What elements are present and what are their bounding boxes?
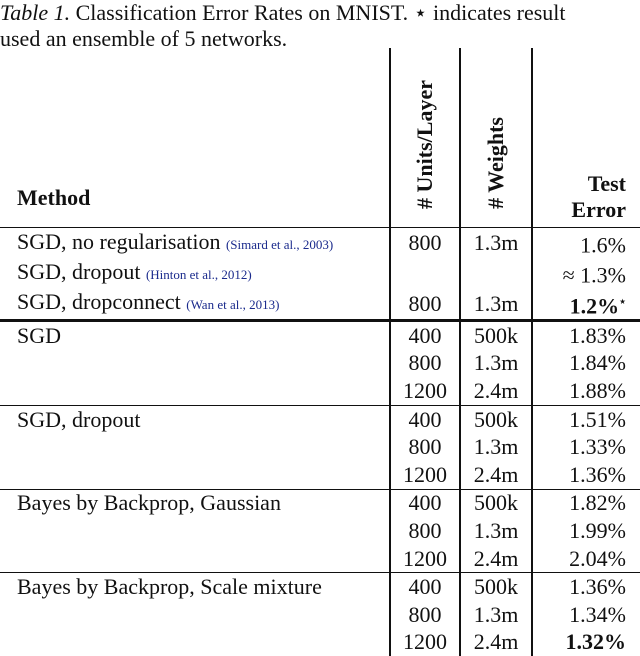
method-cell [0,433,390,461]
error-cell: 1.82% [532,489,640,517]
method-cell: SGD [0,320,390,349]
table-row [0,258,640,288]
ensemble-star: ⋆ [619,295,626,308]
table-row [0,573,640,601]
weights-cell [460,258,532,288]
error-value: ≈ 1.3% [562,262,626,288]
table-row [0,545,640,573]
error-cell: 1.36% [532,573,640,601]
weights-cell: 1.3m [460,517,532,545]
units-cell [390,258,460,288]
table-row [0,350,640,378]
method-cell [0,601,390,629]
method-name: SGD, no regularisation [17,228,221,254]
weights-cell: 500k [460,320,532,349]
weights-cell: 500k [460,573,532,601]
error-cell [532,258,640,288]
caption-text: Classification Error Rates on MNIST. ⋆ indicates result [70,0,566,25]
weights-cell: 2.4m [460,461,532,489]
header-weights-label: # Weights [483,117,508,209]
table-row [0,377,640,405]
header-units [390,48,460,228]
error-cell: 1.83% [532,320,640,349]
units-cell: 1200 [390,377,460,405]
error-cell: 2.04% [532,545,640,573]
header-units-label: # Units/Layer [412,80,437,209]
error-cell: 1.34% [532,601,640,629]
table-row [0,461,640,489]
table-row [0,629,640,656]
table-row [0,601,640,629]
units-cell: 1200 [390,461,460,489]
weights-cell: 500k [460,405,532,433]
error-cell: 1.99% [532,517,640,545]
units-cell: 800 [390,228,460,259]
method-cell: Bayes by Backprop, Gaussian [0,489,390,517]
units-cell: 400 [390,320,460,349]
units-cell: 1200 [390,545,460,573]
error-cell: 1.84% [532,350,640,378]
units-cell: 800 [390,350,460,378]
weights-cell: 1.3m [460,601,532,629]
table-row [0,517,640,545]
units-cell: 400 [390,489,460,517]
method-cell [0,629,390,656]
header-row [0,48,640,228]
units-cell: 1200 [390,629,460,656]
method-name: SGD, dropconnect [17,289,181,315]
table-row [0,433,640,461]
table-row [0,405,640,433]
units-cell: 800 [390,601,460,629]
weights-cell: 500k [460,489,532,517]
table-caption [0,0,640,52]
method-cell [0,517,390,545]
units-cell: 800 [390,433,460,461]
weights-cell: 1.3m [460,228,532,259]
citation-link[interactable]: (Simard et al., 2003) [225,236,334,252]
error-cell: 1.33% [532,433,640,461]
table-row [0,228,640,259]
method-cell [0,228,390,259]
header-weights [460,48,532,228]
method-cell: Bayes by Backprop, Scale mixture [0,573,390,601]
error-value: 1.2% [569,292,620,318]
units-cell: 400 [390,573,460,601]
method-cell [0,545,390,573]
weights-cell: 1.3m [460,433,532,461]
units-cell: 800 [390,289,460,321]
header-error-line2: Error [571,197,626,222]
weights-cell: 2.4m [460,629,532,656]
method-cell: SGD, dropout [0,405,390,433]
citation-link[interactable]: (Wan et al., 2013) [186,297,280,313]
error-cell: 1.32% [532,629,640,656]
caption-text-line2: used an ensemble of 5 networks. [0,26,288,51]
header-error-line1: Test [587,171,626,196]
caption-label: Table 1. [0,0,71,25]
table-row [0,289,640,321]
error-cell: 1.51% [532,405,640,433]
weights-cell: 2.4m [460,545,532,573]
error-cell: 1.36% [532,461,640,489]
error-cell: 1.88% [532,377,640,405]
citation-link[interactable]: (Hinton et al., 2012) [145,266,252,282]
weights-cell: 2.4m [460,377,532,405]
error-value: 1.6% [580,232,626,258]
method-cell [0,258,390,288]
table-row [0,489,640,517]
weights-cell: 1.3m [460,350,532,378]
units-cell: 400 [390,405,460,433]
method-name: SGD, dropout [17,258,141,284]
method-cell [0,377,390,405]
weights-cell: 1.3m [460,289,532,321]
method-cell [0,289,390,321]
error-cell [532,289,640,321]
method-cell [0,350,390,378]
header-error [532,48,640,228]
error-cell [532,228,640,259]
units-cell: 800 [390,517,460,545]
results-table [0,48,640,656]
header-method: Method [0,48,390,228]
table-row [0,320,640,349]
method-cell [0,461,390,489]
